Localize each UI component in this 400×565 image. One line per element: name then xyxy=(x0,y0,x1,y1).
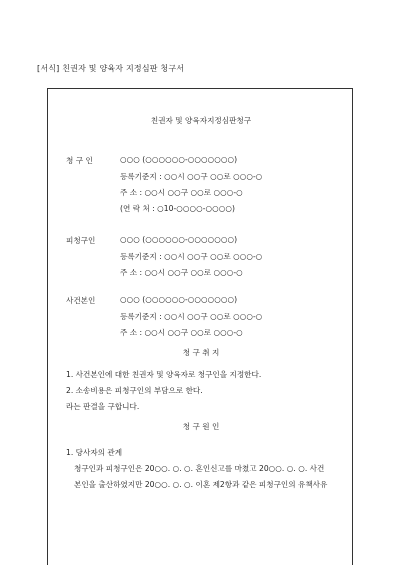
claimant-name: ○○○ (○○○○○○-○○○○○○○) xyxy=(120,155,238,164)
cause-line-1: 청구인과 피청구인은 20○○. ○. ○. 혼인신고를 마쳤고 20○○. ○. ○. 사건 xyxy=(74,464,325,473)
principal-registry: 등록기준지 : ○○시 ○○구 ○○로 ○○○-○ xyxy=(120,312,263,321)
claimant-address: 주 소 : ○○시 ○○구 ○○로 ○○○-○ xyxy=(120,188,243,197)
principal-name: ○○○ (○○○○○○-○○○○○○○) xyxy=(120,295,238,304)
claimant-registry: 등록기준지 : ○○시 ○○구 ○○로 ○○○-○ xyxy=(120,172,263,181)
respondent-name: ○○○ (○○○○○○-○○○○○○○) xyxy=(120,235,238,244)
purpose-item-1: 1. 사건본인에 대한 친권자 및 양육자로 청구인을 지정한다. xyxy=(66,370,262,379)
cause-heading: 청 구 원 인 xyxy=(182,422,220,431)
respondent-address: 주 소 : ○○시 ○○구 ○○로 ○○○-○ xyxy=(120,268,243,277)
purpose-heading: 청 구 취 지 xyxy=(182,348,220,357)
document-box xyxy=(47,88,353,565)
respondent-registry: 등록기준지 : ○○시 ○○구 ○○로 ○○○-○ xyxy=(120,252,263,261)
claimant-label: 청 구 인 xyxy=(66,156,93,165)
purpose-item-2: 2. 소송비용은 피청구인의 부담으로 한다. xyxy=(66,386,203,395)
form-title: [서식] 친권자 및 양육자 지정심판 청구서 xyxy=(37,64,185,73)
document-title: 친권자 및 양육자지정심판청구 xyxy=(150,116,252,125)
principal-address: 주 소 : ○○시 ○○구 ○○로 ○○○-○ xyxy=(120,328,243,337)
claimant-contact: (연 락 처 : ○10-○○○○-○○○○) xyxy=(120,204,235,213)
respondent-label: 피청구인 xyxy=(66,236,96,245)
cause-line-2: 본인을 출산하였지만 20○○. ○. ○. 이혼 제2항과 같은 피청구인의 유책사유 xyxy=(74,480,328,489)
purpose-closing: 라는 판결을 구합니다. xyxy=(66,402,140,411)
principal-label: 사건본인 xyxy=(66,296,96,305)
cause-subheading: 1. 당사자의 관계 xyxy=(66,448,123,457)
